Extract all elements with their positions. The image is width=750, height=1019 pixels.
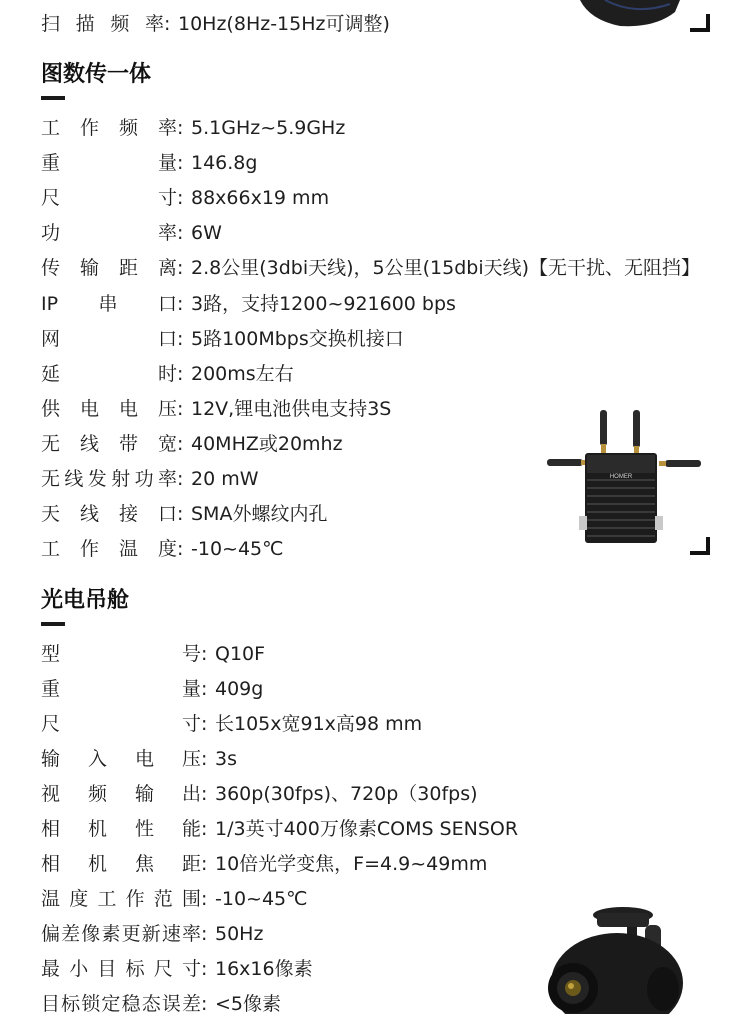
- spec-value: 3路，支持1200~921600 bps: [191, 292, 456, 315]
- spec-value: 20 mW: [191, 468, 259, 490]
- title-underline: [41, 96, 65, 100]
- colon: :: [201, 958, 208, 980]
- colon: :: [177, 432, 184, 455]
- colon: :: [177, 397, 184, 420]
- spec-label: 工作温度: [41, 538, 177, 561]
- spec-row: [41, 989, 281, 1019]
- spec-value: 5.1GHz~5.9GHz: [191, 117, 346, 139]
- spec-row: [41, 464, 259, 494]
- spec-value: 3s: [215, 748, 237, 770]
- spec-label: 无线带宽: [41, 432, 177, 455]
- spec-label: 最小目标尺寸: [41, 958, 201, 980]
- spec-label: 尺寸: [41, 187, 177, 210]
- spec-label: 功率: [41, 222, 177, 245]
- spec-value: 10Hz(8Hz-15Hz可调整): [178, 13, 390, 35]
- spec-label: 供电电压: [41, 397, 177, 420]
- spec-label: 扫描频率: [41, 13, 164, 35]
- spec-row: [41, 218, 222, 248]
- colon: :: [201, 818, 208, 840]
- colon: :: [177, 152, 184, 175]
- spec-row: [41, 744, 237, 774]
- spec-value: 1/3英寸400万像素COMS SENSOR: [215, 818, 519, 840]
- spec-label: 延时: [41, 362, 177, 385]
- colon: :: [177, 222, 184, 245]
- spec-label: 目标锁定稳态误差: [41, 993, 201, 1015]
- corner-mark: [690, 14, 710, 32]
- spec-label: 输入电压: [41, 748, 201, 770]
- spec-value: 40MHZ或20mhz: [191, 432, 343, 455]
- spec-row: [41, 709, 422, 739]
- spec-row: [41, 919, 263, 949]
- spec-value: 12V,锂电池供电支持3S: [191, 397, 392, 420]
- lidar-device-image: [575, 0, 685, 30]
- spec-label: 无线发射功率: [41, 468, 177, 490]
- title-underline: [41, 622, 65, 626]
- spec-row: [41, 849, 487, 879]
- spec-value: 360p(30fps)、720p（30fps): [215, 783, 478, 805]
- spec-row: [41, 499, 327, 529]
- spec-label: 相机焦距: [41, 853, 201, 875]
- spec-value: -10~45℃: [215, 888, 308, 910]
- spec-value: Q10F: [215, 643, 266, 665]
- colon: :: [177, 503, 184, 526]
- colon: :: [201, 713, 208, 735]
- spec-row: [41, 113, 345, 143]
- spec-value: 10倍光学变焦，F=4.9~49mm: [215, 853, 488, 875]
- spec-row: [41, 253, 700, 283]
- colon: :: [177, 257, 184, 280]
- spec-value: 88x66x19 mm: [191, 187, 330, 210]
- spec-value: 200ms左右: [191, 362, 294, 385]
- spec-row: [41, 289, 456, 319]
- corner-mark: [690, 537, 710, 555]
- colon: :: [177, 327, 184, 350]
- spec-row: [41, 814, 518, 844]
- spec-value: 长105x宽91x高98 mm: [215, 713, 423, 735]
- colon: :: [177, 187, 184, 210]
- radio-device-image: [545, 408, 703, 546]
- spec-value: 2.8公里(3dbi天线)，5公里(15dbi天线)【无干扰、无阻挡】: [191, 257, 701, 280]
- spec-row: [41, 394, 391, 424]
- spec-value: 6W: [191, 222, 222, 245]
- colon: :: [201, 783, 208, 805]
- colon: :: [201, 853, 208, 875]
- spec-value: 50Hz: [215, 923, 264, 945]
- spec-label: 重量: [41, 678, 201, 700]
- colon: :: [201, 678, 208, 700]
- colon: :: [201, 643, 208, 665]
- spec-row: [41, 954, 313, 984]
- spec-row: [41, 674, 263, 704]
- spec-row: [41, 534, 283, 564]
- section-title: 图数传一体: [41, 62, 152, 87]
- spec-row: [41, 639, 265, 669]
- spec-row: [41, 183, 329, 213]
- gimbal-camera-image: [545, 903, 690, 1014]
- colon: :: [177, 117, 184, 139]
- colon: :: [201, 923, 208, 945]
- spec-label: 尺寸: [41, 713, 201, 735]
- spec-label: 天线接口: [41, 503, 177, 526]
- spec-value: 5路100Mbps交换机接口: [191, 327, 404, 350]
- colon: :: [177, 468, 184, 490]
- spec-label: 工作频率: [41, 117, 177, 139]
- spec-row: [41, 779, 478, 809]
- spec-label: 相机性能: [41, 818, 201, 840]
- spec-row: [41, 324, 404, 354]
- spec-value: SMA外螺纹内孔: [191, 503, 328, 526]
- colon: :: [201, 748, 208, 770]
- spec-value: <5像素: [215, 993, 282, 1015]
- colon: :: [177, 292, 184, 315]
- spec-row: [41, 9, 390, 39]
- spec-label: 网口: [41, 327, 177, 350]
- colon: :: [201, 993, 208, 1015]
- spec-label: 重量: [41, 152, 177, 175]
- spec-label: 型号: [41, 643, 201, 665]
- colon: :: [177, 538, 184, 561]
- spec-label: 温度工作范围: [41, 888, 201, 910]
- section-title: 光电吊舱: [41, 588, 130, 613]
- spec-value: 409g: [215, 678, 264, 700]
- colon: :: [164, 13, 171, 35]
- device-brand-text: HOMER: [609, 474, 633, 480]
- spec-row: [41, 148, 257, 178]
- spec-row: [41, 884, 307, 914]
- spec-label: 偏差像素更新速率: [41, 923, 201, 945]
- spec-row: [41, 429, 343, 459]
- colon: :: [177, 362, 184, 385]
- spec-label: IP串口: [41, 292, 177, 315]
- spec-value: 146.8g: [191, 152, 258, 175]
- spec-value: 16x16像素: [215, 958, 313, 980]
- spec-row: [41, 359, 294, 389]
- spec-value: -10~45℃: [191, 538, 284, 561]
- spec-label: 传输距离: [41, 257, 177, 280]
- colon: :: [201, 888, 208, 910]
- spec-label: 视频输出: [41, 783, 201, 805]
